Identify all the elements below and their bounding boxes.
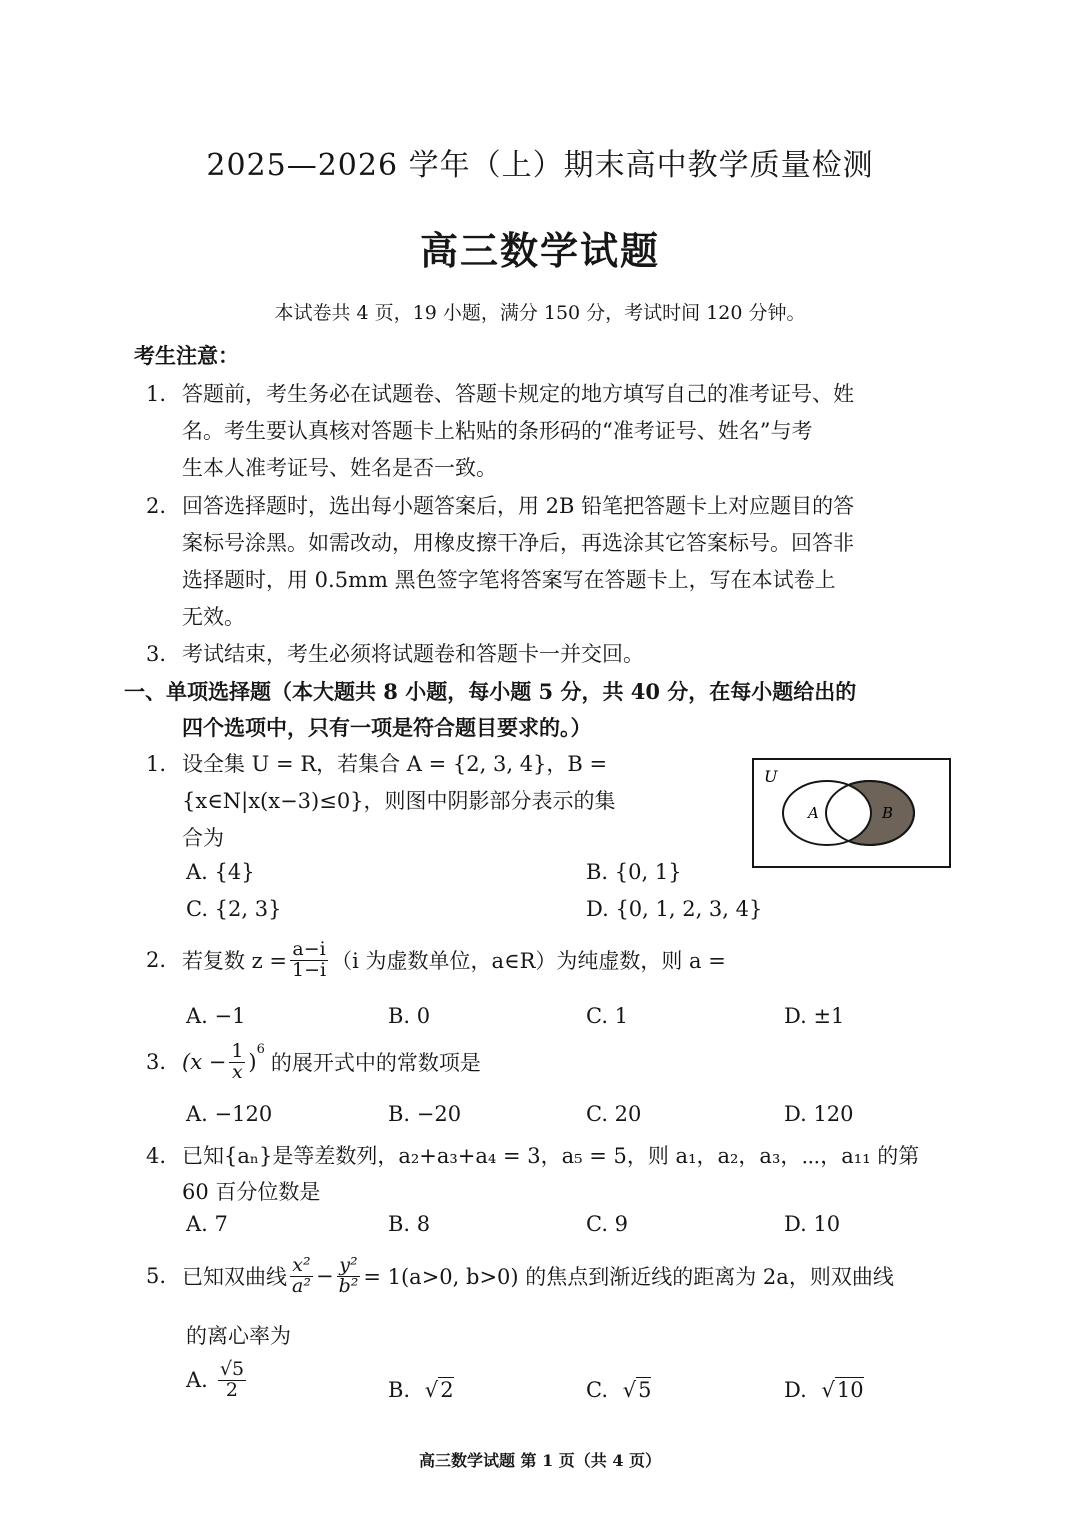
- option-d[interactable]: [784, 1378, 864, 1402]
- option-c[interactable]: C. 20: [586, 1102, 642, 1126]
- option-c[interactable]: [586, 1378, 651, 1402]
- option-c[interactable]: C. 1: [586, 1004, 629, 1028]
- option-a[interactable]: [186, 1360, 249, 1401]
- notice-line: 回答选择题时，选出每小题答案后，用 2B 铅笔把答题卡上对应题目的答: [182, 494, 855, 518]
- option-b[interactable]: [388, 1378, 454, 1402]
- radical-sign: √: [424, 1378, 439, 1402]
- fraction: [337, 1256, 361, 1297]
- question-1: [146, 748, 607, 778]
- section-heading: 一、单项选择题（本大题共 8 小题，每小题 5 分，共 40 分，在每小题给出的: [124, 679, 857, 704]
- option-label: D.: [784, 1378, 807, 1402]
- option-b[interactable]: B. 8: [388, 1212, 431, 1236]
- fraction: [290, 940, 328, 981]
- question-number: 3.: [146, 1050, 167, 1075]
- question-text: 合为: [182, 826, 224, 850]
- fraction: [229, 1042, 245, 1083]
- radicand: 10: [836, 1378, 864, 1402]
- notice-line: 考试结束，考生必须将试题卷和答题卡一并交回。: [182, 642, 644, 666]
- option-b[interactable]: B. 0: [388, 1004, 431, 1028]
- question-text: 已知{aₙ}是等差数列，a₂+a₃+a₄ = 3，a₅ = 5，则 a₁，a₂，a₃，⋯，a₁₁ 的第: [182, 1144, 920, 1168]
- notice-line: 案标号涂黑。如需改动，用橡皮擦干净后，再选涂其它答案标号。回答非: [182, 531, 854, 555]
- notice-line: 答题前，考生务必在试题卷、答题卡规定的地方填写自己的准考证号、姓: [182, 382, 854, 406]
- notice-line: 无效。: [182, 605, 245, 629]
- exam-header-title: 2025—2026 学年（上）期末高中教学质量检测: [206, 148, 874, 183]
- venn-label-u: U: [764, 767, 778, 786]
- notice-item-number: 1.: [146, 382, 167, 406]
- notice-title: 考生注意：: [134, 343, 239, 368]
- fraction-numerator: 1: [231, 1040, 244, 1062]
- notice-item-2: [146, 490, 854, 520]
- option-a[interactable]: A. −120: [186, 1102, 273, 1126]
- exam-info: 本试卷共 4 页，19 小题，满分 150 分，考试时间 120 分钟。: [274, 302, 806, 324]
- fraction-numerator: x²: [292, 1254, 311, 1276]
- notice-line: 生本人准考证号、姓名是否一致。: [182, 456, 497, 480]
- question-number: 2.: [146, 948, 167, 973]
- fraction-numerator: y²: [339, 1254, 358, 1276]
- option-c[interactable]: C. 9: [586, 1212, 629, 1236]
- option-d[interactable]: D. ±1: [784, 1004, 845, 1028]
- venn-diagram: [752, 758, 952, 870]
- question-text: 60 百分位数是: [182, 1180, 321, 1204]
- question-text: = 1(a>0, b>0) 的焦点到渐近线的距离为 2a，则双曲线: [363, 1265, 894, 1290]
- fraction-denominator: b²: [338, 1274, 359, 1297]
- notice-line: 名。考生要认真核对答题卡上粘贴的条形码的“准考证号、姓名”与考: [182, 419, 813, 443]
- fraction-denominator: a²: [292, 1274, 311, 1297]
- radicand: 2: [440, 1378, 454, 1402]
- option-a[interactable]: A. −1: [186, 1004, 246, 1028]
- question-number: 5.: [146, 1264, 167, 1289]
- fraction-denominator: 1−i: [292, 958, 327, 981]
- notice-item-number: 2.: [146, 494, 167, 518]
- venn-label-b: B: [882, 804, 894, 822]
- exponent: 6: [256, 1042, 265, 1057]
- question-text: 的展开式中的常数项是: [270, 1051, 481, 1076]
- option-label: B.: [388, 1378, 411, 1402]
- question-text: {x∈N|x(x−3)≤0}，则图中阴影部分表示的集: [182, 789, 616, 813]
- question-text: （i 为虚数单位，a∈R）为纯虚数，则 a =: [331, 949, 726, 974]
- page-footer: 高三数学试题 第 1 页（共 4 页）: [418, 1451, 662, 1470]
- option-d[interactable]: D. 10: [784, 1212, 841, 1236]
- notice-item-3: [146, 638, 644, 668]
- fraction-denominator: 2: [225, 1378, 238, 1401]
- question-text: 的离心率为: [186, 1324, 291, 1348]
- notice-line: 选择题时，用 0.5mm 黑色签字笔将答案写在答题卡上，写在本试卷上: [182, 568, 836, 592]
- question-text: 若复数 z =: [182, 949, 288, 974]
- venn-label-a: A: [808, 804, 819, 822]
- fraction: [290, 1256, 313, 1297]
- expression-left: (x −: [182, 1050, 227, 1075]
- minus-sign: −: [315, 1264, 334, 1289]
- question-5: [146, 1256, 894, 1297]
- fraction-numerator: a−i: [292, 938, 326, 960]
- radicand: 5: [638, 1378, 652, 1402]
- question-number: 1.: [146, 752, 167, 776]
- fraction: [218, 1360, 246, 1401]
- option-label: C.: [586, 1378, 608, 1402]
- notice-item-number: 3.: [146, 642, 167, 666]
- option-b[interactable]: B. {0, 1}: [586, 860, 682, 884]
- radical-sign: √: [622, 1378, 637, 1402]
- fraction-denominator: x: [232, 1060, 243, 1083]
- option-c[interactable]: C. {2, 3}: [186, 897, 282, 921]
- question-4: [146, 1140, 919, 1170]
- expression-right: ): [248, 1050, 257, 1075]
- option-a[interactable]: A. {4}: [186, 860, 255, 884]
- option-b[interactable]: B. −20: [388, 1102, 462, 1126]
- question-2: [146, 940, 726, 981]
- section-heading-cont: 四个选项中，只有一项是符合题目要求的。）: [182, 715, 592, 740]
- radical-sign: √: [821, 1378, 835, 1402]
- option-d[interactable]: D. {0, 1, 2, 3, 4}: [586, 897, 763, 921]
- page-title: 高三数学试题: [419, 228, 660, 273]
- question-number: 4.: [146, 1144, 167, 1168]
- fraction-numerator: √5: [219, 1358, 245, 1380]
- question-text: 设全集 U = R，若集合 A = {2, 3, 4}，B =: [182, 752, 608, 776]
- notice-item-1: [146, 378, 854, 408]
- option-label: A.: [186, 1368, 208, 1393]
- question-3: [146, 1042, 481, 1083]
- option-d[interactable]: D. 120: [784, 1102, 854, 1126]
- question-text: 已知双曲线: [182, 1265, 287, 1290]
- option-a[interactable]: A. 7: [186, 1212, 228, 1236]
